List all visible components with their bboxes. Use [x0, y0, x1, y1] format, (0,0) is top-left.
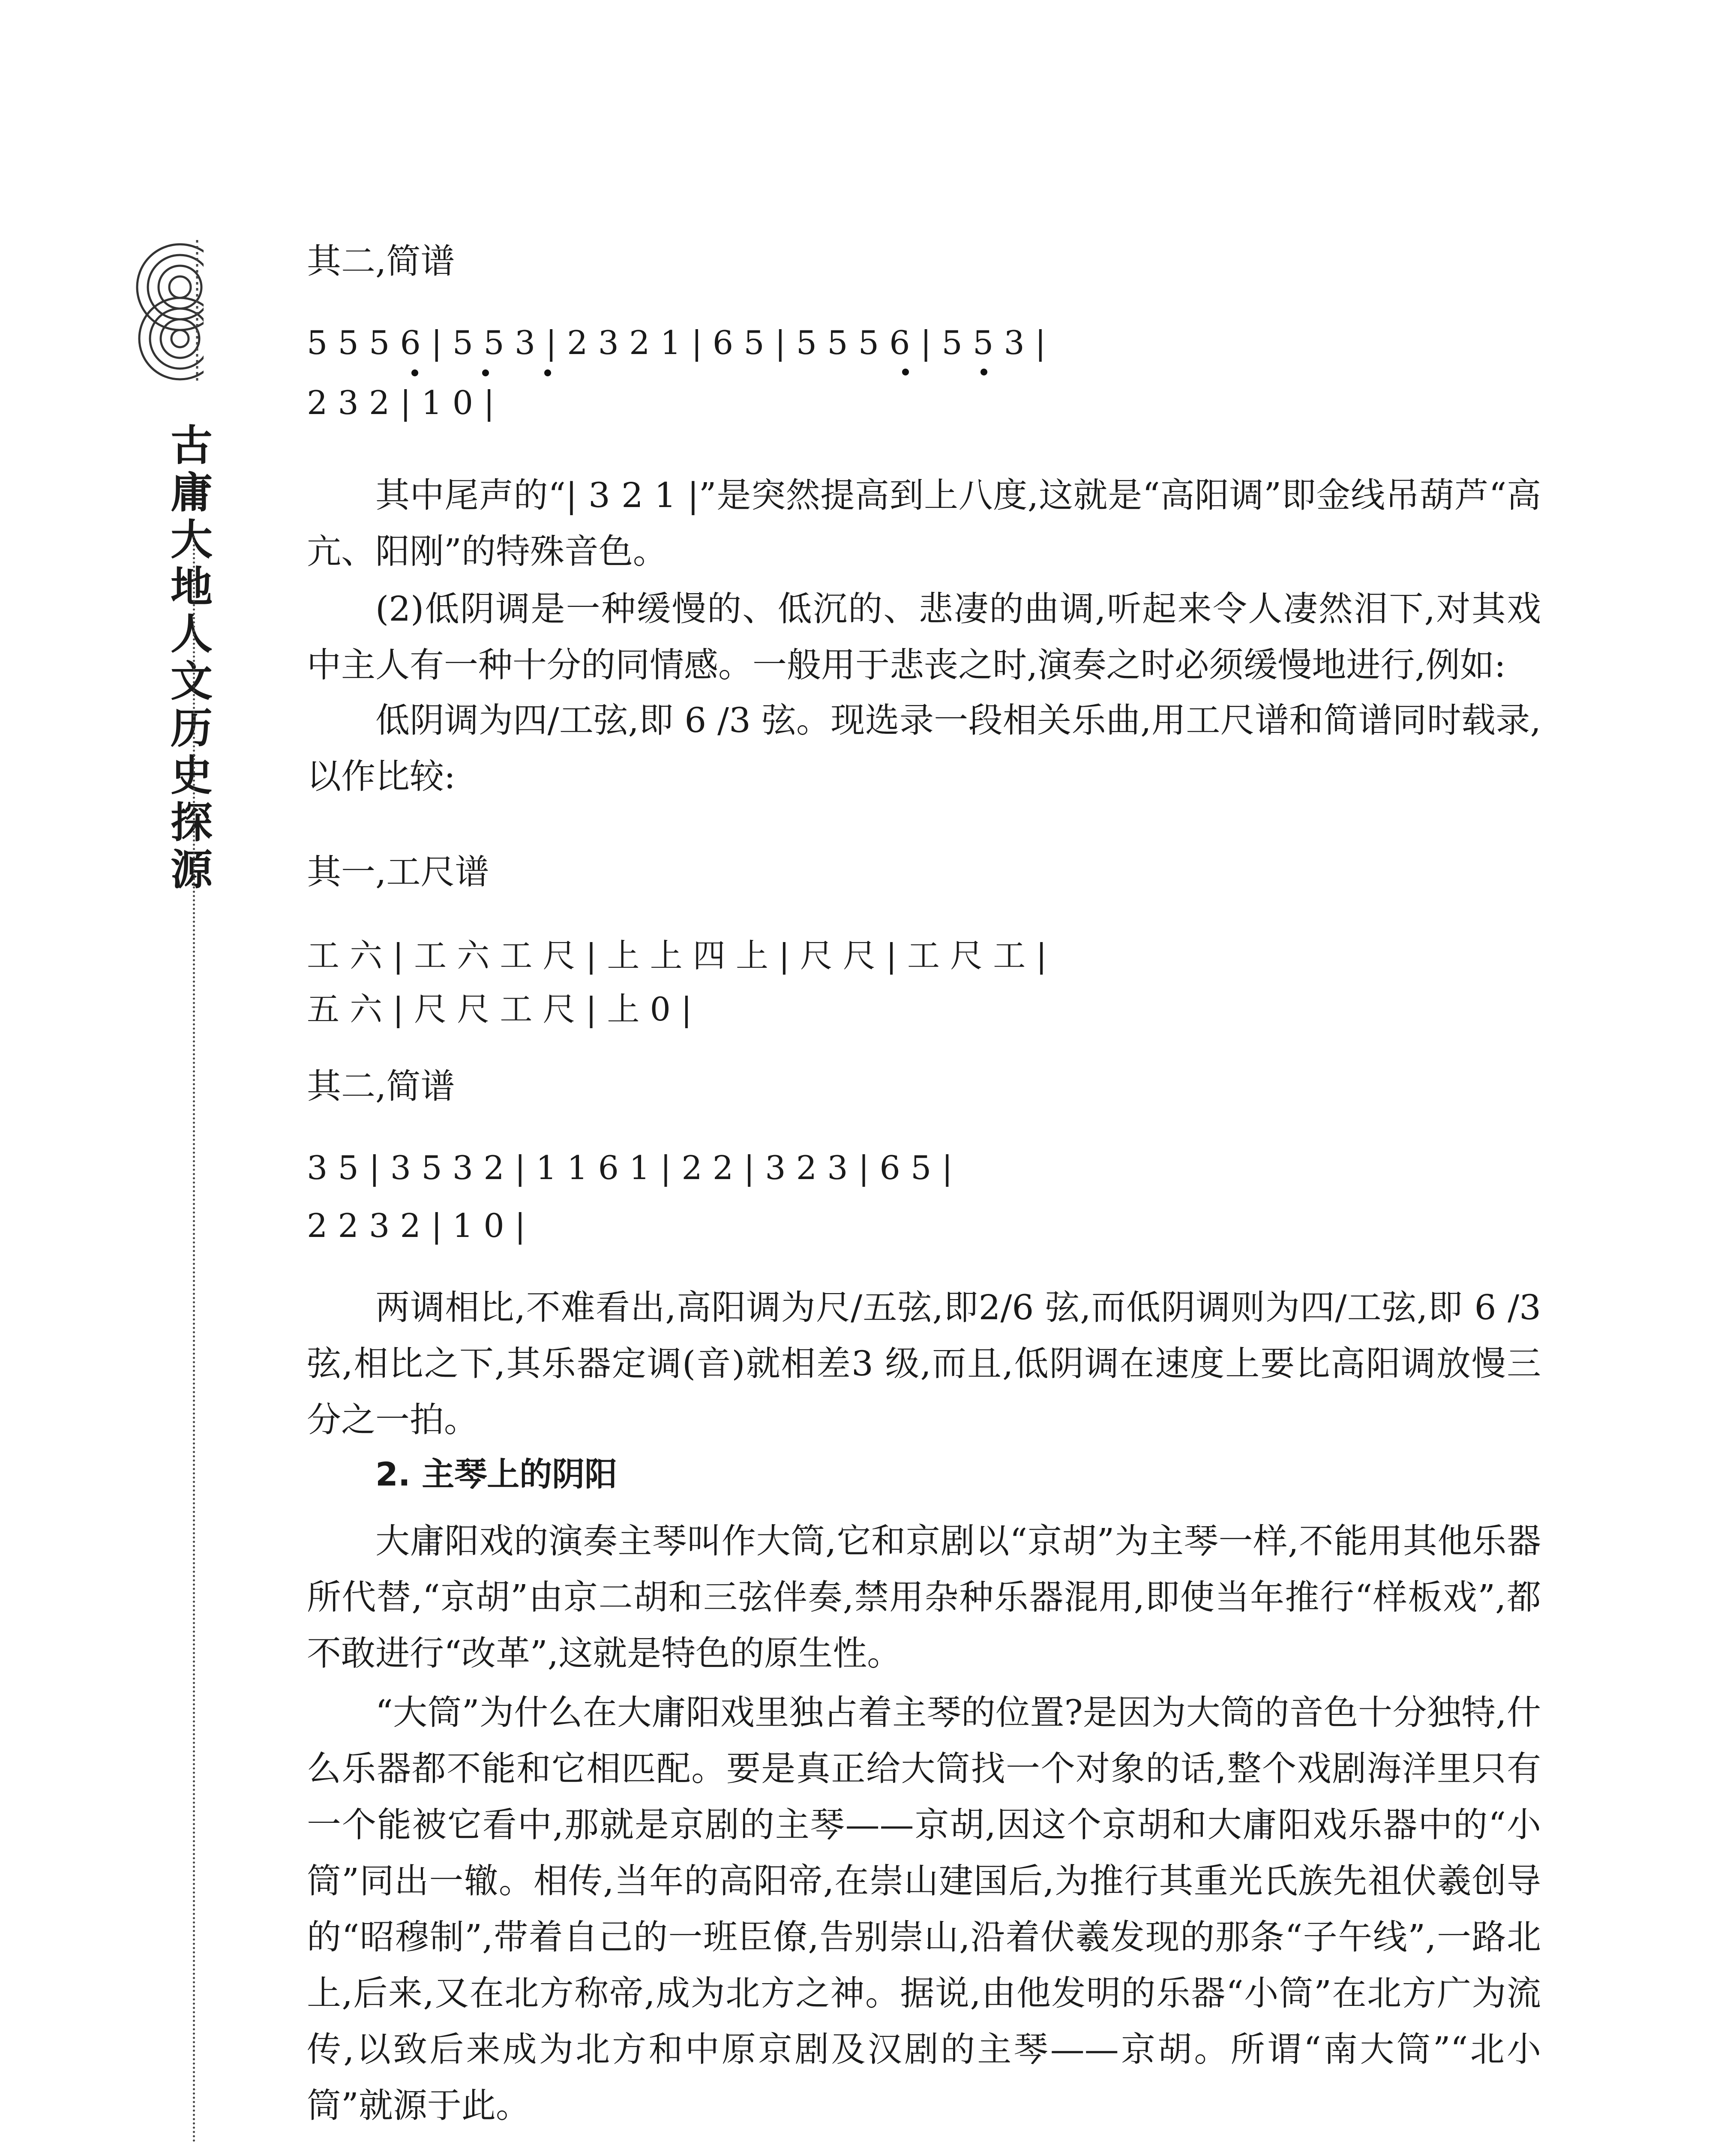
paragraph: 其中尾声的“| 3 2 1 |”是突然提高到上八度,这就是“高阳调”即金线吊葫芦“高亢、阳刚”的特殊音色。 — [307, 475, 1541, 571]
octave-dot — [482, 369, 489, 376]
notation-line: 5 5 5 6 | 5 5 3 | 2 3 2 1 | 6 5 | 5 5 5 6 | 5 5 3 | — [307, 324, 1046, 362]
notation-line: 2 3 2 | 1 0 | — [307, 384, 495, 422]
gongche-line: 工 六 | 工 六 工 尺 | 上 上 四 上 | 尺 尺 | 工 尺 工 | — [307, 936, 1047, 975]
paragraph: 低阴调为四/工弦,即 6 /3 弦。现选录一段相关乐曲,用工尺谱和简谱同时载录,以作比较: — [307, 700, 1541, 796]
notation-label: 其二,简谱 — [307, 1066, 455, 1106]
sidebar-divider — [193, 536, 195, 2143]
sidebar-book-title: 古庸大地人文历史探源 — [170, 421, 213, 894]
octave-dot — [980, 369, 987, 375]
octave-dot — [902, 369, 909, 375]
paragraph: “大筒”为什么在大庸阳戏里独占着主琴的位置?是因为大筒的音色十分独特,什么乐器都不能和它相匹配。要是真正给大筒找一个对象的话,整个戏剧海洋里只有一个能被它看中,那就是京剧的主琴——京胡,因这个京胡和大庸阳戏乐器中的“小筒”同出一辙。相传,当年的高阳帝,在崇山建国后,为推行其重光氏族先祖伏羲创导的“昭穆制”,带着自己的一班臣僚,告别崇山,沿着伏羲发现的那条“子午线”,一路北上,后来,又在北方称帝,成为北方之神。据说,由他发明的乐器“小筒”在北方广为流传,以致后来成为北方和中原京剧及汉剧的主琴——京胡。所谓“南大筒”“北小筒”就源于此。 — [307, 1693, 1541, 2125]
notation-label: 其二,简谱 — [307, 241, 455, 281]
notation-line: 3 5 | 3 5 3 2 | 1 1 6 1 | 2 2 | 3 2 3 | 6 5 | — [307, 1149, 953, 1187]
gongche-line: 五 六 | 尺 尺 工 尺 | 上 0 | — [307, 990, 692, 1028]
section-heading: 2. 主琴上的阴阳 — [375, 1455, 618, 1493]
paragraph: (2)低阴调是一种缓慢的、低沉的、悲凄的曲调,听起来令人凄然泪下,对其戏中主人有一种十分的同情感。一般用于悲丧之时,演奏之时必须缓慢地进行,例如: — [307, 589, 1541, 685]
concentric-circles-icon — [129, 240, 204, 381]
octave-dot — [544, 369, 551, 376]
paragraph: 两调相比,不难看出,高阳调为尺/五弦,即2/6 弦,而低阴调则为四/工弦,即 6 /3 弦,相比之下,其乐器定调(音)就相差3 级,而且,低阴调在速度上要比高阳调放慢三分之一拍。 — [307, 1288, 1541, 1440]
notation-line: 2 2 3 2 | 1 0 | — [307, 1207, 526, 1245]
notation-label: 其一,工尺谱 — [307, 852, 489, 892]
paragraph: 大庸阳戏的演奏主琴叫作大筒,它和京剧以“京胡”为主琴一样,不能用其他乐器所代替,“京胡”由京二胡和三弦伴奏,禁用杂种乐器混用,即使当年推行“样板戏”,都不敢进行“改革”,这就是特色的原生性。 — [307, 1521, 1541, 1673]
octave-dot — [411, 369, 418, 376]
